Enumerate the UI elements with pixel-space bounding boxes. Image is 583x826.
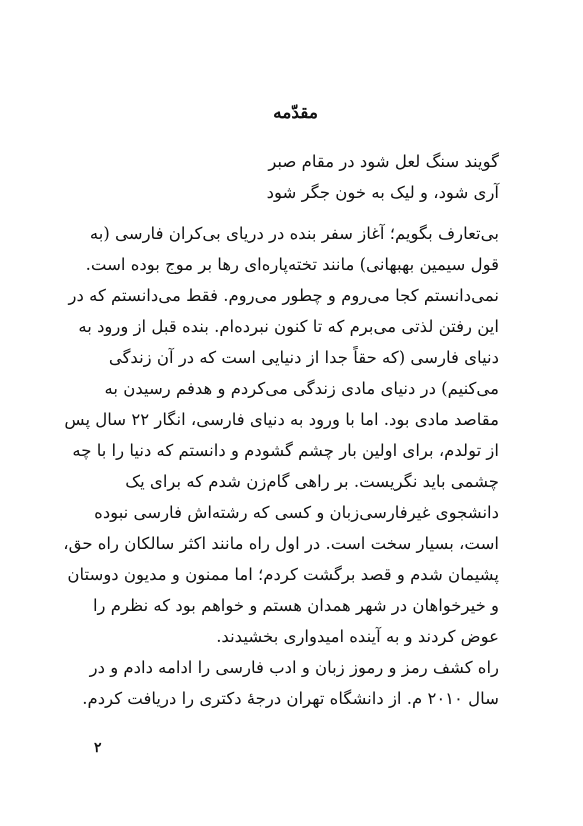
paragraph-line: می‌کنیم) در دنیای مادی زندگی می‌کردم و هدفم رسیدن به [104,379,499,398]
paragraph-line: نمی‌دانستم کجا می‌روم و چطور می‌روم. فقط می‌دانستم که در [68,286,499,305]
paragraph-line: عوض کردند و به آینده امیدواری بخشیدند. [216,627,499,646]
paragraph-line: قول سیمین بهبهانی) مانند تخته‌پاره‌ای رها بر موج بوده است. [85,255,499,274]
poem [139,146,499,208]
paragraph-line: بی‌تعارف بگویم؛ آغاز سفر بنده در دریای بی‌کران فارسی (به [89,224,499,243]
poem-line: گویند سنگ لعل شود در مقام صبر [268,152,499,171]
paragraph-line: راه کشف رمز و رموز زبان و ادب فارسی را ادامه دادم و در [89,658,499,677]
paragraph-line: پشیمان شدم و قصد برگشت کردم؛ اما ممنون و مدیون دوستان [67,565,499,584]
paragraph-line: از تولدم، برای اولین بار چشم گشودم و دانستم که دنیا را با چه [72,441,499,460]
paragraph-line: مقاصد مادی بود. اما با ورود به دنیای فارسی، انگار ۲۲ سال پس [64,410,499,429]
paragraph-line: سال ۲۰۱۰ م. از دانشگاه تهران درجهٔ دکتری را دریافت کردم. [82,689,499,708]
paragraph-line: است، بسیار سخت است. در اول راه مانند اکثر سالکان راه حق، [63,534,499,553]
page-number: ۲ [94,740,102,756]
paragraph-line: دنیای فارسی (که حقاً جدا از دنیایی است که در آن زندگی [108,348,499,367]
paragraph-line: این رفتن لذتی می‌برم که تا کنون نبرده‌ام. بنده قبل از ورود به [78,317,499,336]
paragraph-line: چشمی باید نگریست. بر راهی گام‌زن شدم که برای یک [125,472,499,491]
body-text [63,218,499,714]
paragraph-line: دانشجوی غیرفارسی‌زبان و کسی که رشته‌اش فارسی نبوده [94,503,499,522]
paragraph-line: و خیرخواهان در شهر همدان هستم و خواهم بود که نظرم را [92,596,499,615]
poem-line: آری شود، و لیک به خون جگر شود [266,183,499,202]
page-title: مقدّمه [273,103,318,123]
